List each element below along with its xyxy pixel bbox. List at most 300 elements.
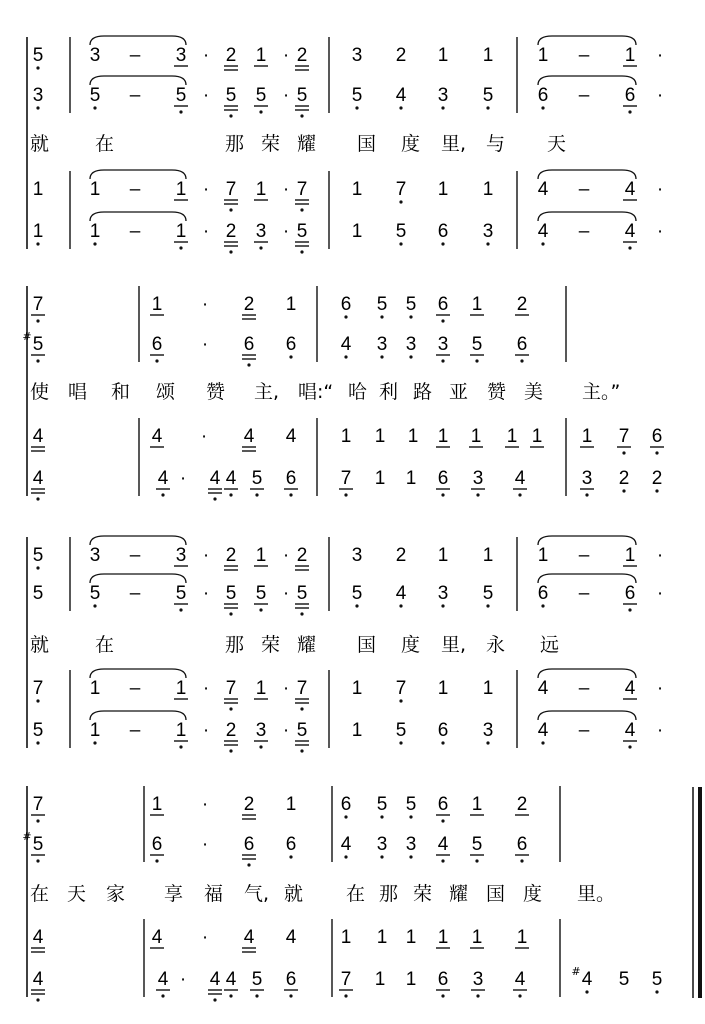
- octave-down-dot: [520, 359, 523, 362]
- dot-note: ·: [656, 583, 664, 604]
- octave-down-dot: [628, 246, 631, 249]
- note: 1: [516, 927, 528, 948]
- note: 6: [243, 834, 255, 855]
- note: 2: [395, 545, 407, 566]
- octave-down-dot: [655, 451, 658, 454]
- dot-note: ·: [282, 583, 290, 604]
- note: 1: [482, 545, 494, 566]
- note: 5: [255, 85, 267, 106]
- octave-down-dot: [409, 355, 412, 358]
- note: 6: [624, 583, 636, 604]
- octave-down-dot: [655, 489, 658, 492]
- note: 1: [89, 720, 101, 741]
- lyric-syllable: 里,: [441, 133, 467, 155]
- note: 6: [243, 334, 255, 355]
- note: 5: [405, 294, 417, 315]
- dash-note: –: [129, 583, 141, 604]
- note: 1: [376, 927, 388, 948]
- note: 1: [32, 221, 44, 242]
- note: 7: [32, 678, 44, 699]
- note: 4: [157, 969, 169, 990]
- dot-note: ·: [200, 426, 208, 447]
- note: 4: [151, 426, 163, 447]
- octave-down-dot: [380, 855, 383, 858]
- octave-down-dot: [229, 612, 232, 615]
- octave-down-dot: [300, 707, 303, 710]
- octave-down-dot: [93, 242, 96, 245]
- note: 1: [340, 927, 352, 948]
- note: 2: [225, 545, 237, 566]
- note: 4: [32, 468, 44, 489]
- note: 1: [405, 969, 417, 990]
- note: 4: [243, 927, 255, 948]
- note: 1: [175, 720, 187, 741]
- tie-slur: [90, 76, 186, 85]
- octave-down-dot: [441, 242, 444, 245]
- dash-note: –: [578, 545, 590, 566]
- note: 3: [89, 45, 101, 66]
- note: 5: [251, 969, 263, 990]
- octave-down-dot: [259, 246, 262, 249]
- dot-note: ·: [202, 85, 210, 106]
- octave-down-dot: [36, 106, 39, 109]
- octave-down-dot: [179, 110, 182, 113]
- note: 1: [482, 179, 494, 200]
- octave-down-dot: [36, 819, 39, 822]
- lyric-syllable: 利: [379, 381, 399, 403]
- octave-down-dot: [229, 114, 232, 117]
- octave-down-dot: [441, 819, 444, 822]
- note: 5: [651, 969, 663, 990]
- dot-note: ·: [656, 720, 664, 741]
- dot-note: ·: [656, 45, 664, 66]
- dash-note: –: [578, 45, 590, 66]
- note: 1: [437, 678, 449, 699]
- note: 3: [405, 834, 417, 855]
- octave-down-dot: [476, 994, 479, 997]
- octave-down-dot: [628, 608, 631, 611]
- note: 3: [472, 969, 484, 990]
- octave-down-dot: [36, 319, 39, 322]
- note: 3: [175, 545, 187, 566]
- note: 1: [340, 426, 352, 447]
- lyric-syllable: 赞: [206, 381, 226, 403]
- note: 1: [32, 179, 44, 200]
- octave-down-dot: [93, 741, 96, 744]
- note: 5: [376, 294, 388, 315]
- octave-down-dot: [541, 242, 544, 245]
- octave-down-dot: [155, 359, 158, 362]
- dash-note: –: [578, 179, 590, 200]
- note: 4: [395, 583, 407, 604]
- note: 5: [351, 85, 363, 106]
- lyric-syllable: 气,: [244, 883, 270, 905]
- octave-down-dot: [399, 106, 402, 109]
- note: 1: [537, 545, 549, 566]
- octave-down-dot: [380, 355, 383, 358]
- note: 4: [285, 426, 297, 447]
- octave-down-dot: [229, 749, 232, 752]
- note: 2: [225, 45, 237, 66]
- note: 5: [296, 221, 308, 242]
- note: 6: [437, 468, 449, 489]
- note: 4: [437, 834, 449, 855]
- sharp-sign: #: [22, 330, 32, 343]
- note: 1: [405, 927, 417, 948]
- dot-note: ·: [202, 45, 210, 66]
- note: 1: [437, 179, 449, 200]
- dash-note: –: [129, 221, 141, 242]
- tie-slur: [538, 170, 636, 179]
- note: 1: [175, 221, 187, 242]
- lyric-syllable: 使: [30, 381, 50, 403]
- tie-slur: [90, 536, 186, 545]
- note: 4: [624, 221, 636, 242]
- octave-down-dot: [441, 604, 444, 607]
- note: 7: [395, 179, 407, 200]
- octave-down-dot: [344, 355, 347, 358]
- note: 3: [482, 720, 494, 741]
- note: 4: [624, 720, 636, 741]
- note: 1: [470, 426, 482, 447]
- tie-slur: [538, 212, 636, 221]
- note: 2: [395, 45, 407, 66]
- note: 1: [437, 927, 449, 948]
- note: 1: [471, 794, 483, 815]
- note: 6: [285, 468, 297, 489]
- lyric-syllable: 就: [284, 883, 304, 905]
- octave-down-dot: [399, 200, 402, 203]
- note: 5: [32, 583, 44, 604]
- lyric-syllable: 耀: [449, 883, 469, 905]
- note: 1: [151, 794, 163, 815]
- octave-down-dot: [475, 859, 478, 862]
- note: 7: [340, 468, 352, 489]
- octave-down-dot: [585, 990, 588, 993]
- note: 1: [255, 179, 267, 200]
- note: 5: [251, 468, 263, 489]
- lyric-syllable: 颂: [156, 381, 176, 403]
- note: 6: [516, 334, 528, 355]
- note: 6: [437, 969, 449, 990]
- octave-down-dot: [486, 106, 489, 109]
- note: 1: [482, 45, 494, 66]
- note: 2: [296, 545, 308, 566]
- note: 2: [516, 294, 528, 315]
- note: 3: [405, 334, 417, 355]
- note: 4: [340, 834, 352, 855]
- dash-note: –: [129, 45, 141, 66]
- note: 1: [374, 969, 386, 990]
- note: 2: [618, 468, 630, 489]
- octave-down-dot: [161, 994, 164, 997]
- octave-down-dot: [289, 855, 292, 858]
- octave-down-dot: [409, 315, 412, 318]
- dot-note: ·: [201, 294, 209, 315]
- note: 1: [374, 426, 386, 447]
- octave-down-dot: [300, 612, 303, 615]
- note: 2: [296, 45, 308, 66]
- octave-down-dot: [247, 863, 250, 866]
- lyric-syllable: 美: [524, 381, 544, 403]
- octave-down-dot: [255, 493, 258, 496]
- octave-down-dot: [441, 359, 444, 362]
- lyric-syllable: 荣: [261, 133, 281, 155]
- note: 3: [351, 545, 363, 566]
- octave-down-dot: [409, 815, 412, 818]
- note: 3: [255, 720, 267, 741]
- tie-slur: [538, 711, 636, 720]
- octave-down-dot: [441, 994, 444, 997]
- octave-down-dot: [399, 741, 402, 744]
- note: 5: [482, 85, 494, 106]
- note: 1: [89, 678, 101, 699]
- dot-note: ·: [202, 545, 210, 566]
- note: 4: [340, 334, 352, 355]
- octave-down-dot: [36, 859, 39, 862]
- dot-note: ·: [179, 969, 187, 990]
- lyric-syllable: 家: [106, 883, 126, 905]
- note: 4: [285, 927, 297, 948]
- note: 6: [151, 834, 163, 855]
- octave-down-dot: [179, 608, 182, 611]
- lyric-syllable: 福: [204, 883, 224, 905]
- octave-down-dot: [541, 604, 544, 607]
- lyric-syllable: 荣: [413, 883, 433, 905]
- dot-note: ·: [202, 720, 210, 741]
- dot-note: ·: [282, 221, 290, 242]
- lyric-syllable: 荣: [261, 634, 281, 656]
- note: 6: [516, 834, 528, 855]
- lyric-syllable: 度: [401, 634, 421, 656]
- octave-down-dot: [229, 994, 232, 997]
- note: 5: [89, 583, 101, 604]
- octave-down-dot: [520, 859, 523, 862]
- octave-down-dot: [399, 699, 402, 702]
- note: 1: [537, 45, 549, 66]
- note: 1: [89, 179, 101, 200]
- note: 5: [618, 969, 630, 990]
- lyric-syllable: 天: [67, 883, 87, 905]
- dot-note: ·: [282, 720, 290, 741]
- octave-down-dot: [259, 110, 262, 113]
- note: 3: [472, 468, 484, 489]
- octave-down-dot: [229, 250, 232, 253]
- dot-note: ·: [201, 927, 209, 948]
- tie-slur: [538, 536, 636, 545]
- tie-slur: [538, 76, 636, 85]
- note: 7: [225, 678, 237, 699]
- octave-down-dot: [399, 604, 402, 607]
- octave-down-dot: [622, 489, 625, 492]
- lyric-syllable: 赞: [487, 381, 507, 403]
- octave-down-dot: [355, 106, 358, 109]
- note: 6: [285, 334, 297, 355]
- octave-down-dot: [441, 493, 444, 496]
- lyric-syllable: 哈: [348, 381, 368, 403]
- note: 5: [225, 583, 237, 604]
- note: 1: [175, 179, 187, 200]
- dash-note: –: [129, 85, 141, 106]
- note: 1: [624, 45, 636, 66]
- note: 6: [285, 969, 297, 990]
- octave-down-dot: [36, 998, 39, 1001]
- lyric-syllable: 和: [111, 381, 131, 403]
- dot-note: ·: [202, 678, 210, 699]
- note: 4: [151, 927, 163, 948]
- note: 4: [32, 969, 44, 990]
- note: 4: [537, 678, 549, 699]
- octave-down-dot: [476, 493, 479, 496]
- sharp-sign: #: [22, 830, 32, 843]
- octave-down-dot: [300, 208, 303, 211]
- octave-down-dot: [179, 246, 182, 249]
- lyric-syllable: 度: [401, 133, 421, 155]
- octave-down-dot: [229, 208, 232, 211]
- note: 1: [351, 720, 363, 741]
- octave-down-dot: [36, 741, 39, 744]
- lyric-syllable: 度: [523, 883, 543, 905]
- note: 4: [209, 468, 221, 489]
- note: 5: [351, 583, 363, 604]
- note: 4: [209, 969, 221, 990]
- note: 7: [618, 426, 630, 447]
- tie-slur: [538, 574, 636, 583]
- note: 3: [437, 583, 449, 604]
- note: 2: [225, 720, 237, 741]
- lyric-syllable: 里。: [577, 883, 616, 905]
- lyric-syllable: 主。”: [582, 381, 621, 403]
- tie-slur: [90, 170, 186, 179]
- lyric-syllable: 就: [30, 133, 50, 155]
- dot-note: ·: [202, 179, 210, 200]
- note: 4: [225, 969, 237, 990]
- lyric-syllable: 那: [225, 634, 245, 656]
- dot-note: ·: [179, 468, 187, 489]
- note: 6: [285, 834, 297, 855]
- tie-slur: [90, 574, 186, 583]
- note: 6: [437, 221, 449, 242]
- octave-down-dot: [399, 242, 402, 245]
- note: 5: [32, 45, 44, 66]
- note: 1: [437, 545, 449, 566]
- note: 5: [376, 794, 388, 815]
- octave-down-dot: [36, 359, 39, 362]
- lyric-syllable: 与: [486, 133, 506, 155]
- note: 5: [89, 85, 101, 106]
- octave-down-dot: [344, 315, 347, 318]
- dot-note: ·: [656, 85, 664, 106]
- note: 7: [296, 179, 308, 200]
- octave-down-dot: [289, 355, 292, 358]
- note: 3: [437, 334, 449, 355]
- note: 5: [32, 720, 44, 741]
- note: 3: [581, 468, 593, 489]
- note: 1: [471, 294, 483, 315]
- note: 6: [537, 583, 549, 604]
- note: 3: [376, 834, 388, 855]
- octave-down-dot: [289, 493, 292, 496]
- note: 4: [157, 468, 169, 489]
- octave-down-dot: [300, 250, 303, 253]
- dash-note: –: [129, 545, 141, 566]
- note: 4: [225, 468, 237, 489]
- note: 5: [471, 334, 483, 355]
- octave-down-dot: [213, 998, 216, 1001]
- octave-down-dot: [344, 815, 347, 818]
- octave-down-dot: [518, 493, 521, 496]
- dot-note: ·: [201, 794, 209, 815]
- octave-down-dot: [36, 566, 39, 569]
- lyric-syllable: 路: [413, 381, 433, 403]
- note: 7: [395, 678, 407, 699]
- note: 5: [296, 720, 308, 741]
- note: 5: [296, 85, 308, 106]
- note: 7: [225, 179, 237, 200]
- note: 6: [437, 794, 449, 815]
- note: 5: [175, 85, 187, 106]
- note: 1: [255, 545, 267, 566]
- octave-down-dot: [541, 106, 544, 109]
- note: 3: [437, 85, 449, 106]
- octave-down-dot: [344, 493, 347, 496]
- dot-note: ·: [202, 221, 210, 242]
- note: 5: [32, 334, 44, 355]
- dot-note: ·: [201, 334, 209, 355]
- dash-note: –: [129, 678, 141, 699]
- dot-note: ·: [282, 85, 290, 106]
- octave-down-dot: [622, 451, 625, 454]
- octave-down-dot: [213, 497, 216, 500]
- note: 1: [374, 468, 386, 489]
- note: 4: [514, 468, 526, 489]
- dot-note: ·: [656, 545, 664, 566]
- lyric-syllable: 耀: [297, 133, 317, 155]
- note: 2: [243, 294, 255, 315]
- note: 1: [506, 426, 518, 447]
- octave-down-dot: [585, 493, 588, 496]
- note: 7: [296, 678, 308, 699]
- tie-slur: [538, 669, 636, 678]
- octave-down-dot: [628, 110, 631, 113]
- note: 1: [255, 45, 267, 66]
- octave-down-dot: [259, 608, 262, 611]
- note: 1: [351, 179, 363, 200]
- octave-down-dot: [229, 493, 232, 496]
- note: 4: [537, 179, 549, 200]
- octave-down-dot: [255, 994, 258, 997]
- octave-down-dot: [541, 741, 544, 744]
- note: 4: [243, 426, 255, 447]
- octave-down-dot: [93, 604, 96, 607]
- octave-down-dot: [179, 745, 182, 748]
- note: 2: [243, 794, 255, 815]
- octave-down-dot: [344, 994, 347, 997]
- dot-note: ·: [202, 583, 210, 604]
- note: 1: [175, 678, 187, 699]
- note: 6: [437, 720, 449, 741]
- octave-down-dot: [655, 990, 658, 993]
- note: 1: [255, 678, 267, 699]
- note: 7: [340, 969, 352, 990]
- lyric-syllable: 主,: [254, 381, 280, 403]
- octave-down-dot: [380, 315, 383, 318]
- octave-down-dot: [289, 994, 292, 997]
- note: 1: [482, 678, 494, 699]
- octave-down-dot: [247, 363, 250, 366]
- dot-note: ·: [282, 545, 290, 566]
- note: 1: [437, 45, 449, 66]
